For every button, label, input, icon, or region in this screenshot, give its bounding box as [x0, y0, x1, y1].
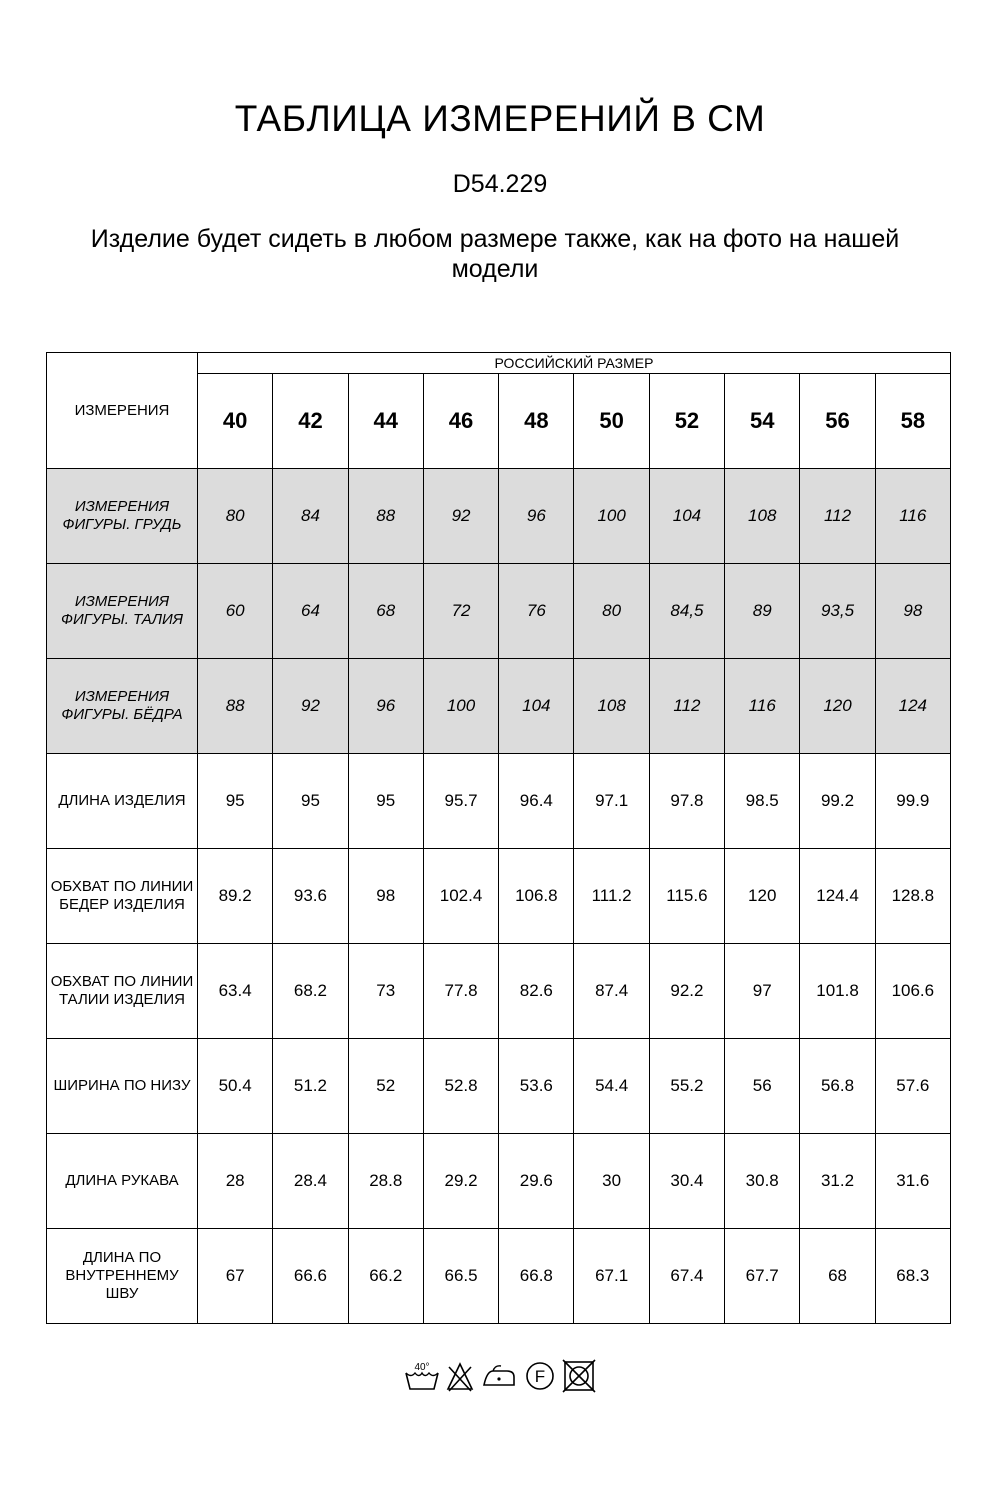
- table-row: [47, 1134, 951, 1229]
- table-cell: 80: [574, 564, 649, 659]
- size-header-52: 52: [649, 374, 724, 469]
- table-cell: 63.4: [198, 944, 273, 1039]
- table-cell: 84: [273, 469, 348, 564]
- table-cell: 28.8: [348, 1134, 423, 1229]
- table-cell: 28.4: [273, 1134, 348, 1229]
- table-cell: 92: [273, 659, 348, 754]
- table-cell: 116: [725, 659, 800, 754]
- group-header: РОССИЙСКИЙ РАЗМЕР: [198, 353, 951, 374]
- table-cell: 31.2: [800, 1134, 875, 1229]
- table-cell: 104: [499, 659, 574, 754]
- table-cell: 53.6: [499, 1039, 574, 1134]
- size-header-50: 50: [574, 374, 649, 469]
- table-cell: 66.6: [273, 1229, 348, 1324]
- table-cell: 104: [649, 469, 724, 564]
- row-label: ИЗМЕРЕНИЯ ФИГУРЫ. ТАЛИЯ: [47, 564, 198, 659]
- table-cell: 112: [800, 469, 875, 564]
- size-header-46: 46: [423, 374, 498, 469]
- table-row: [47, 1229, 951, 1324]
- table-cell: 29.2: [423, 1134, 498, 1229]
- size-header-40: 40: [198, 374, 273, 469]
- table-cell: 96: [499, 469, 574, 564]
- table-cell: 67: [198, 1229, 273, 1324]
- table-cell: 124: [875, 659, 950, 754]
- table-cell: 95: [198, 754, 273, 849]
- table-cell: 98.5: [725, 754, 800, 849]
- table-cell: 98: [348, 849, 423, 944]
- row-label: ДЛИНА РУКАВА: [47, 1134, 198, 1229]
- do-not-tumble-dry-icon: [561, 1359, 597, 1398]
- table-cell: 64: [273, 564, 348, 659]
- product-code: D54.229: [452, 170, 548, 198]
- table-cell: 108: [725, 469, 800, 564]
- table-cell: 87.4: [574, 944, 649, 1039]
- table-cell: 116: [875, 469, 950, 564]
- table-cell: 92: [423, 469, 498, 564]
- do-not-bleach-icon: [445, 1359, 475, 1398]
- table-cell: 55.2: [649, 1039, 724, 1134]
- table-cell: 102.4: [423, 849, 498, 944]
- table-row: [47, 849, 951, 944]
- fit-note: Изделие будет сидеть в любом размере также, как на фото на нашей модели: [90, 225, 900, 283]
- size-header-44: 44: [348, 374, 423, 469]
- table-cell: 88: [348, 469, 423, 564]
- table-cell: 99.9: [875, 754, 950, 849]
- table-row: [47, 1039, 951, 1134]
- care-symbols: [0, 1358, 1000, 1398]
- row-label: ШИРИНА ПО НИЗУ: [47, 1039, 198, 1134]
- wash-temp-label: 40°: [414, 1361, 430, 1373]
- table-cell: 54.4: [574, 1039, 649, 1134]
- table-cell: 89.2: [198, 849, 273, 944]
- table-cell: 120: [800, 659, 875, 754]
- size-header-54: 54: [725, 374, 800, 469]
- table-cell: 97: [725, 944, 800, 1039]
- size-table: [46, 352, 951, 1324]
- table-cell: 68: [348, 564, 423, 659]
- table-cell: 96.4: [499, 754, 574, 849]
- dry-clean-f-icon: [523, 1359, 557, 1398]
- dry-clean-letter: F: [534, 1366, 546, 1386]
- table-cell: 68.2: [273, 944, 348, 1039]
- row-label: ИЗМЕРЕНИЯ ФИГУРЫ. ГРУДЬ: [47, 469, 198, 564]
- table-cell: 51.2: [273, 1039, 348, 1134]
- table-cell: 82.6: [499, 944, 574, 1039]
- iron-low-icon: [479, 1359, 519, 1398]
- table-cell: 80: [198, 469, 273, 564]
- table-cell: 124.4: [800, 849, 875, 944]
- table-cell: 84,5: [649, 564, 724, 659]
- table-cell: 30: [574, 1134, 649, 1229]
- table-cell: 30.4: [649, 1134, 724, 1229]
- corner-header: ИЗМЕРЕНИЯ: [47, 353, 198, 469]
- table-cell: 98: [875, 564, 950, 659]
- size-header-56: 56: [800, 374, 875, 469]
- table-cell: 100: [574, 469, 649, 564]
- table-cell: 68: [800, 1229, 875, 1324]
- table-cell: 67.4: [649, 1229, 724, 1324]
- table-cell: 52.8: [423, 1039, 498, 1134]
- table-cell: 52: [348, 1039, 423, 1134]
- table-cell: 56.8: [800, 1039, 875, 1134]
- table-cell: 76: [499, 564, 574, 659]
- table-cell: 30.8: [725, 1134, 800, 1229]
- table-cell: 92.2: [649, 944, 724, 1039]
- row-label: ОБХВАТ ПО ЛИНИИ БЕДЕР ИЗДЕЛИЯ: [47, 849, 198, 944]
- table-cell: 57.6: [875, 1039, 950, 1134]
- table-cell: 56: [725, 1039, 800, 1134]
- table-cell: 128.8: [875, 849, 950, 944]
- table-cell: 31.6: [875, 1134, 950, 1229]
- table-body: [47, 469, 951, 1324]
- table-cell: 50.4: [198, 1039, 273, 1134]
- table-row: [47, 659, 951, 754]
- table-cell: 95: [348, 754, 423, 849]
- table-cell: 72: [423, 564, 498, 659]
- table-cell: 60: [198, 564, 273, 659]
- table-cell: 73: [348, 944, 423, 1039]
- row-label: ИЗМЕРЕНИЯ ФИГУРЫ. БЁДРА: [47, 659, 198, 754]
- table-cell: 95.7: [423, 754, 498, 849]
- table-row: [47, 469, 951, 564]
- table-cell: 29.6: [499, 1134, 574, 1229]
- table-cell: 89: [725, 564, 800, 659]
- table-cell: 66.2: [348, 1229, 423, 1324]
- table-cell: 120: [725, 849, 800, 944]
- row-label: ДЛИНА ПО ВНУТРЕННЕМУ ШВУ: [47, 1229, 198, 1324]
- table-cell: 95: [273, 754, 348, 849]
- table-cell: 77.8: [423, 944, 498, 1039]
- wash-40-icon: [403, 1359, 441, 1398]
- table-cell: 101.8: [800, 944, 875, 1039]
- table-cell: 106.8: [499, 849, 574, 944]
- table-cell: 97.1: [574, 754, 649, 849]
- table-cell: 88: [198, 659, 273, 754]
- table-cell: 93,5: [800, 564, 875, 659]
- row-label: ОБХВАТ ПО ЛИНИИ ТАЛИИ ИЗДЕЛИЯ: [47, 944, 198, 1039]
- table-row: [47, 944, 951, 1039]
- table-cell: 93.6: [273, 849, 348, 944]
- table-row: [47, 754, 951, 849]
- table-cell: 28: [198, 1134, 273, 1229]
- table-cell: 67.7: [725, 1229, 800, 1324]
- table-cell: 66.5: [423, 1229, 498, 1324]
- table-cell: 112: [649, 659, 724, 754]
- table-cell: 68.3: [875, 1229, 950, 1324]
- table-cell: 106.6: [875, 944, 950, 1039]
- table-cell: 67.1: [574, 1229, 649, 1324]
- table-cell: 97.8: [649, 754, 724, 849]
- table-cell: 66.8: [499, 1229, 574, 1324]
- page-title: ТАБЛИЦА ИЗМЕРЕНИЙ В СМ: [234, 98, 766, 139]
- table-cell: 111.2: [574, 849, 649, 944]
- size-header-42: 42: [273, 374, 348, 469]
- table-cell: 96: [348, 659, 423, 754]
- table-cell: 108: [574, 659, 649, 754]
- table-cell: 99.2: [800, 754, 875, 849]
- table-cell: 100: [423, 659, 498, 754]
- size-header-58: 58: [875, 374, 950, 469]
- table-row: [47, 564, 951, 659]
- row-label: ДЛИНА ИЗДЕЛИЯ: [47, 754, 198, 849]
- size-header-48: 48: [499, 374, 574, 469]
- table-cell: 115.6: [649, 849, 724, 944]
